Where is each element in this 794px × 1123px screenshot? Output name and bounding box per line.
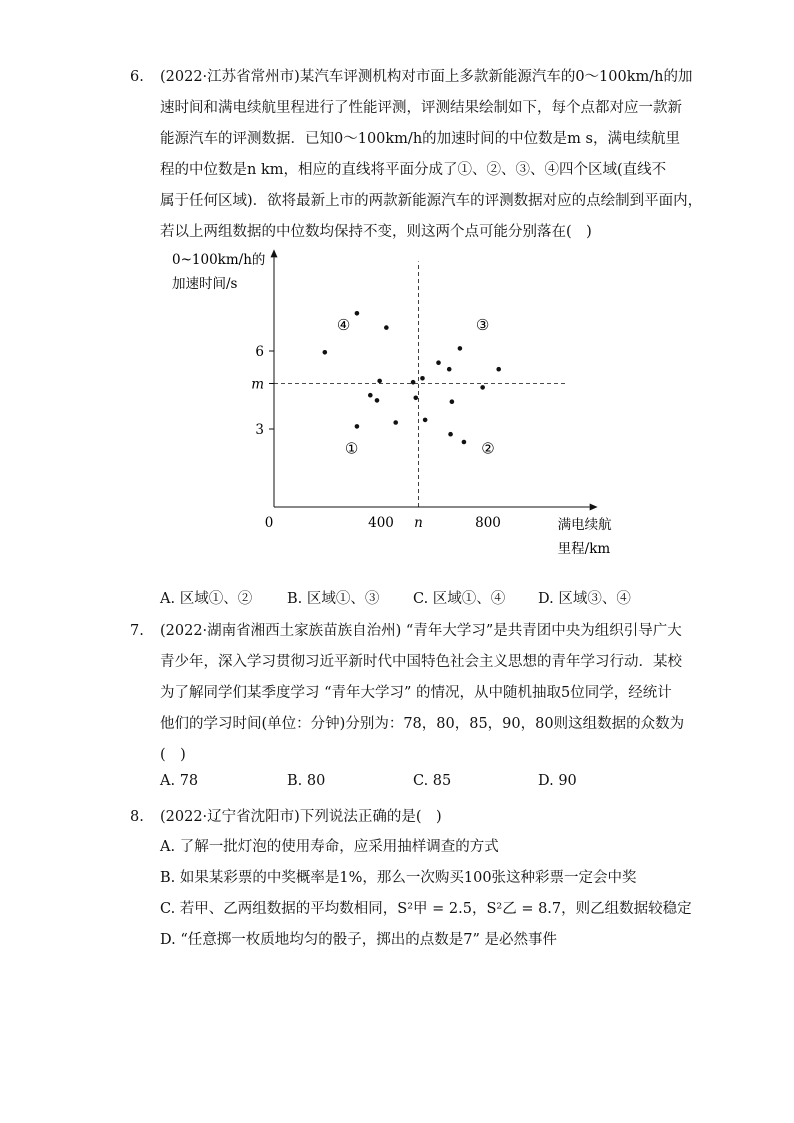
stem-line: 属于任何区域)．欲将最新上市的两款新能源汽车的评测数据对应的点绘制到平面内， [160, 193, 703, 209]
option-b[interactable] [287, 773, 325, 789]
option-label: B. [160, 870, 176, 886]
stem-line: ( ) [160, 747, 186, 763]
stem-line: 速时间和满电续航里程进行了性能评测，评测结果绘制如下，每个点都对应一款新 [160, 100, 682, 116]
y-axis-label: 加速时间/s [172, 276, 238, 292]
options-q6 [160, 587, 680, 611]
option-c[interactable] [413, 773, 451, 789]
option-label: D. [160, 932, 176, 948]
option-text: “任意掷一枚质地均匀的骰子，掷出的点数是7” 是必然事件 [180, 932, 557, 948]
option-text: 90 [558, 773, 577, 789]
stem-line: 程的中位数是n km，相应的直线将平面分成了①、②、③、④四个区域(直线不 [160, 162, 667, 178]
stem-line: 他们的学习时间(单位：分钟)分别为：78，80，85，90，80则这组数据的众数为 [160, 716, 685, 732]
option-text: 区域③、④ [558, 591, 631, 607]
x-axis-label: 里程/km [557, 541, 611, 555]
option-label: D. [538, 773, 554, 789]
option-c[interactable] [160, 897, 692, 918]
data-point [393, 420, 398, 425]
data-point [355, 311, 360, 316]
option-text: 区域①、② [179, 591, 253, 607]
data-point [420, 376, 425, 381]
option-c[interactable] [413, 587, 505, 608]
stem-line: 青少年，深入学习贯彻习近平新时代中国特色社会主义思想的青年学习行动．某校 [160, 654, 682, 670]
stem-line: 能源汽车的评测数据．已知0～100km/h的加速时间的中位数是m s，满电续航里 [160, 131, 680, 147]
question-stem [160, 616, 685, 771]
x-axis-arrow [590, 504, 598, 511]
option-label: C. [413, 591, 429, 607]
scatter-chart [160, 245, 640, 555]
x-tick-label: 400 [368, 515, 394, 531]
option-label: D. [538, 591, 554, 607]
question-stem [160, 62, 703, 248]
data-point [368, 393, 373, 398]
option-text: 80 [306, 773, 326, 789]
option-label: C. [413, 773, 429, 789]
region-label: ② [481, 439, 495, 458]
option-d[interactable] [538, 587, 631, 608]
question-number: 8. [130, 809, 144, 825]
option-b[interactable] [287, 587, 379, 608]
stem-line: (2022·辽宁省沈阳市)下列说法正确的是( ) [160, 809, 442, 825]
option-text: 区域①、③ [306, 591, 380, 607]
question-number: 7. [130, 623, 144, 639]
option-a[interactable] [160, 835, 499, 856]
median-y-label: m [251, 376, 264, 393]
y-axis-arrow [271, 249, 278, 257]
option-label: A. [160, 591, 176, 607]
region-label: ③ [475, 316, 490, 334]
data-point [462, 440, 467, 445]
data-point [355, 424, 360, 429]
y-tick-label: 3 [255, 422, 264, 438]
y-axis-label: 0~100km/h的 [172, 252, 266, 268]
data-point [480, 385, 485, 390]
option-d[interactable] [538, 773, 577, 789]
data-point [458, 346, 463, 351]
region-label: ④ [336, 316, 351, 334]
stem-line: 为了解同学们某季度学习 “青年大学习” 的情况，从中随机抽取5位同学，经统计 [160, 685, 672, 701]
option-text: 了解一批灯泡的使用寿命，应采用抽样调查的方式 [179, 839, 499, 855]
stem-line: (2022·江苏省常州市)某汽车评测机构对市面上多款新能源汽车的0～100km/h的加 [160, 69, 693, 85]
option-label: A. [160, 839, 176, 855]
option-text: 如果某彩票的中奖概率是1%，那么一次购买100张这种彩票一定会中奖 [179, 870, 637, 886]
data-point [384, 325, 389, 330]
data-point [436, 360, 441, 365]
y-tick-label: 6 [255, 344, 264, 360]
origin-label: 0 [264, 515, 274, 531]
option-label: C. [160, 901, 176, 917]
x-tick-label: 800 [475, 515, 501, 531]
data-point [375, 398, 380, 403]
data-point [496, 367, 501, 372]
options-q7 [160, 773, 680, 797]
data-point [413, 396, 418, 401]
option-d[interactable] [160, 928, 557, 949]
option-text: 85 [432, 773, 452, 789]
option-a[interactable] [160, 773, 198, 789]
data-point [423, 418, 428, 423]
option-text: 若甲、乙两组数据的平均数相同，S²甲 = 2.5，S²乙 = 8.7，则乙组数据较稳定 [179, 901, 692, 917]
data-point [411, 380, 416, 385]
option-a[interactable] [160, 587, 252, 608]
question-stem [160, 802, 680, 833]
region-label: ① [344, 439, 359, 458]
data-point [377, 379, 382, 384]
option-b[interactable] [160, 866, 637, 887]
stem-line: (2022·湖南省湘西土家族苗族自治州) “青年大学习”是共青团中央为组织引导广大 [160, 623, 682, 639]
option-label: A. [160, 773, 176, 789]
option-label: B. [287, 773, 303, 789]
median-x-label: n [414, 515, 423, 531]
x-axis-label: 满电续航 [557, 517, 612, 533]
option-text: 78 [179, 773, 199, 789]
data-point [447, 367, 452, 372]
data-point [448, 432, 453, 437]
data-point [450, 399, 455, 404]
data-point [323, 350, 328, 355]
stem-line: 若以上两组数据的中位数均保持不变，则这两个点可能分别落在( ) [160, 224, 592, 240]
option-text: 区域①、④ [432, 591, 506, 607]
option-label: B. [287, 591, 303, 607]
question-number: 6. [130, 69, 144, 85]
